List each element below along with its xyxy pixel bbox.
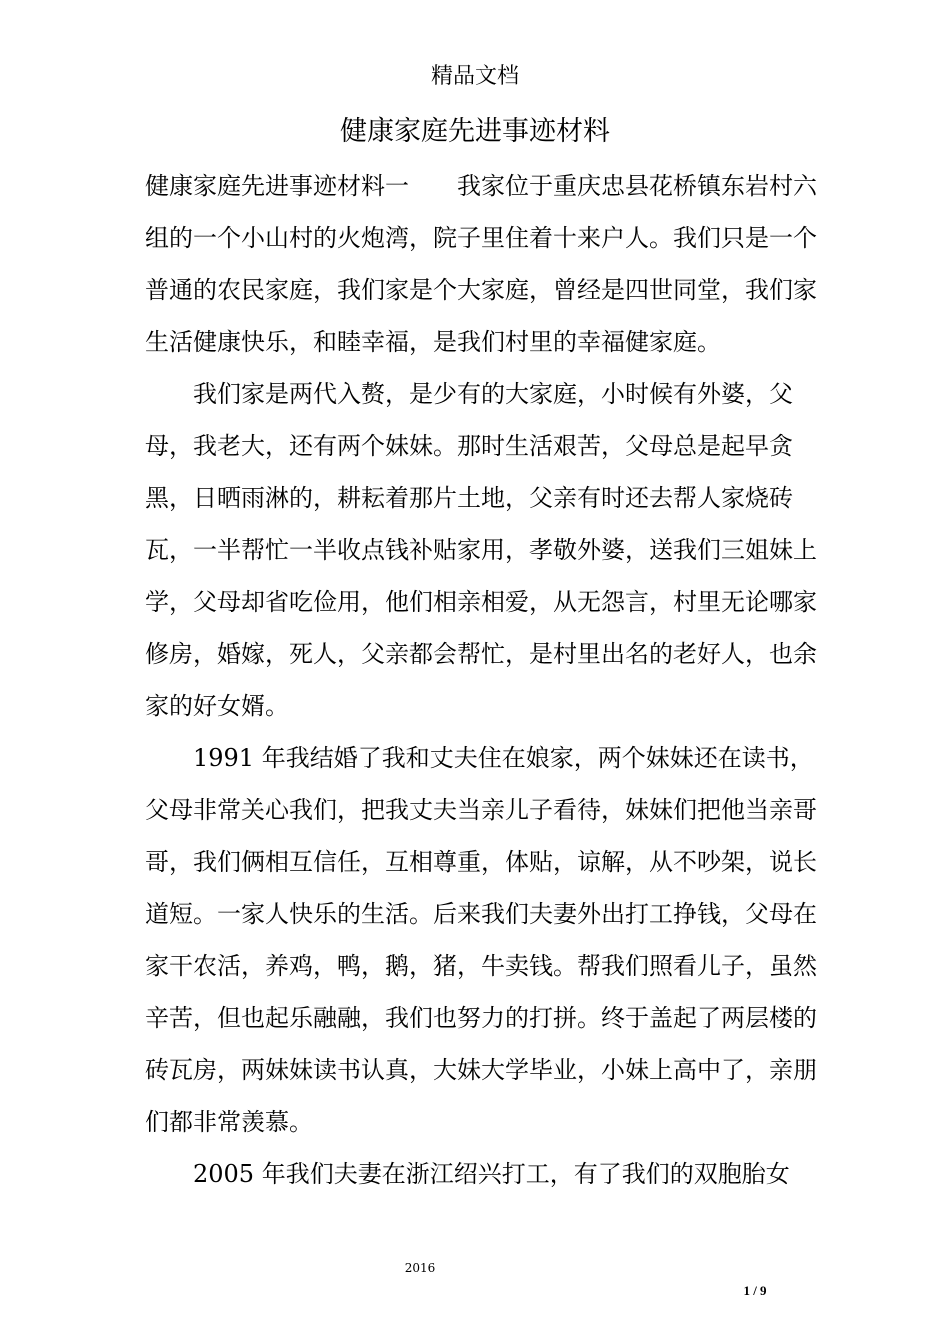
header-label: 精品文档: [430, 64, 519, 89]
paragraph-4: 2005 年我们夫妻在浙江绍兴打工，有了我们的双胞胎女: [193, 1160, 790, 1188]
page-number: 1 / 9: [743, 1283, 767, 1298]
document-title: 健康家庭先进事迹材料: [340, 116, 610, 147]
paragraph-3: 1991 年我结婚了我和丈夫住在娘家，两个妹妹还在读书，父母非常关心我们，把我丈夫当亲儿子看待，妹妹们把他当亲哥哥，我们俩相互信任，互相尊重，体贴，谅解，从不吵架，说长道短。一家人快乐的生活。后来我们夫妻外出打工挣钱，父母在家干农活，养鸡，鸭，鹅，猪，牛卖钱。帮我们照看儿子，虽然辛苦，但也起乐融融，我们也努力的打拼。终于盖起了两层楼的砖瓦房，两妹妹读书认真，大妹大学毕业，小妹上高中了，亲朋们都非常羡慕。: [145, 744, 817, 1136]
paragraph-2: 我们家是两代入赘，是少有的大家庭，小时候有外婆，父母，我老大，还有两个妹妹。那时生活艰苦，父母总是起早贪黑，日晒雨淋的，耕耘着那片土地，父亲有时还去帮人家烧砖瓦，一半帮忙一半收点钱补贴家用，孝敬外婆，送我们三姐妹上学，父母却省吃俭用，他们相亲相爱，从无怨言，村里无论哪家修房，婚嫁，死人，父亲都会帮忙，是村里出名的老好人，也余家的好女婿。: [145, 380, 817, 720]
footer-year: 2016: [404, 1261, 436, 1275]
document-body: [145, 160, 835, 1200]
paragraph-1: 健康家庭先进事迹材料一 我家位于重庆忠县花桥镇东岩村六组的一个小山村的火炮湾，院子里住着十来户人。我们只是一个普通的农民家庭，我们家是个大家庭，曾经是四世同堂，我们家生活健康快乐，和睦幸福，是我们村里的幸福健家庭。: [145, 172, 817, 356]
